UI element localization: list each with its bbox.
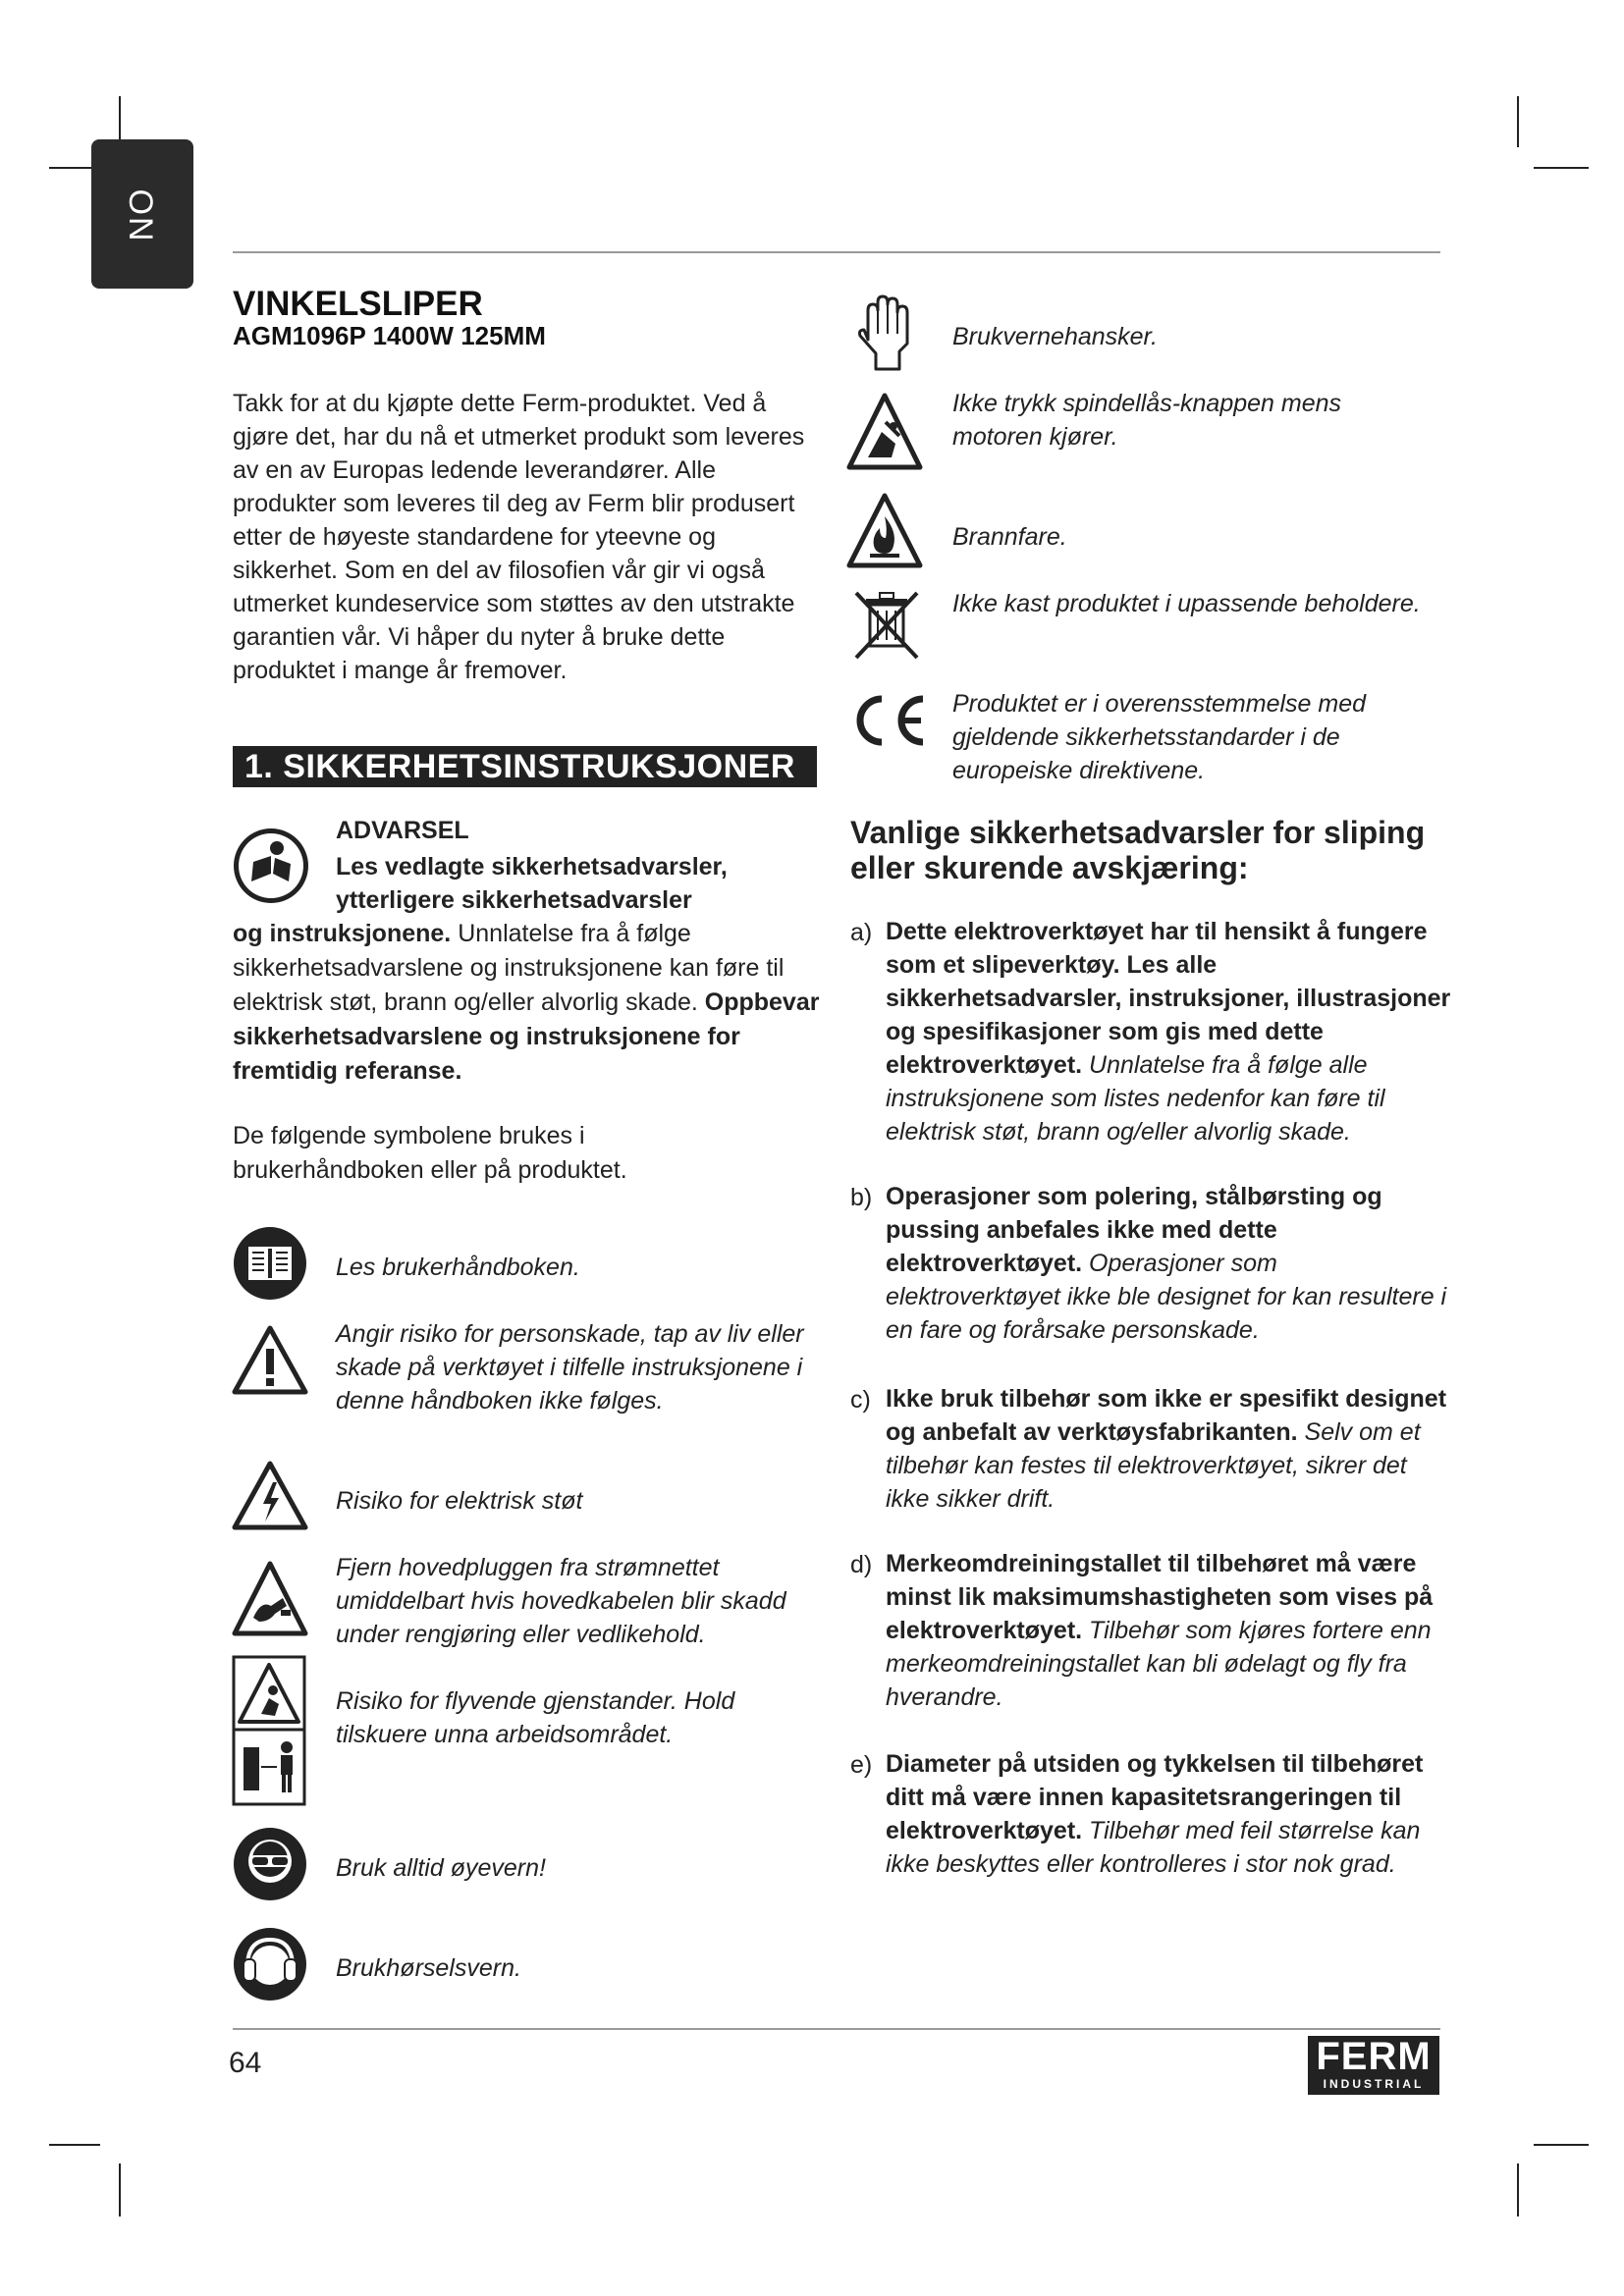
- item-italic: Tilbehør som kjøres fortere enn merkeomdreiningstallet kan bli ødelagt og fly fra hverandre.: [886, 1617, 1432, 1711]
- crop-mark: [1517, 96, 1519, 147]
- item-bold: Diameter på utsiden og tykkelsen til tilbehøret ditt må være innen kapasitetsrangeringen til elektroverktøyet.: [886, 1750, 1424, 1844]
- symbol-text: Les brukerhåndboken.: [336, 1254, 580, 1281]
- warning-bold-text: [336, 850, 728, 917]
- warning-label: ADVARSEL: [336, 817, 469, 844]
- model-subtitle: AGM1096P 1400W 125MM: [233, 321, 546, 350]
- right-heading: Vanlige sikkerhetsadvarsler for sliping eller skurende avskjæring:: [850, 815, 1426, 885]
- bottom-divider: [233, 2028, 1440, 2030]
- item-text: [886, 1747, 1453, 1881]
- language-tab: [91, 139, 193, 289]
- warning-body-text: Unnlatelse fra å følge sikkerhetsadvarslene og instruksjonene kan føre til elektrisk støt, brann og/eller alvorlig skade.: [233, 920, 785, 1016]
- electric-shock-icon: [232, 1461, 308, 1531]
- item-letter: b): [850, 1184, 873, 1211]
- language-tab-label: NO: [123, 187, 161, 241]
- symbol-text: Ikke kast produktet i upassende beholdere.: [952, 590, 1421, 617]
- item-italic: Operasjoner som elektroverktøyet ikke ble designet for kan resultere i en fare og forårsake personskade.: [886, 1250, 1447, 1344]
- item-text: [886, 1382, 1453, 1516]
- fire-hazard-icon: [846, 493, 923, 569]
- item-letter: e): [850, 1751, 873, 1779]
- spindle-lock-warning-icon: [846, 393, 923, 471]
- symbol-text: Produktet er i overensstemmelse med gjeldende sikkerhetsstandarder i de europeiske direktivene.: [952, 690, 1367, 784]
- item-bold: Dette elektroverktøyet har til hensikt å fungere som et slipeverktøy. Les alle sikkerhetsadvarsler, instruksjoner, illustrasjoner og spesifikasjoner som gis med dette elektroverktøyet.: [886, 918, 1451, 1079]
- crop-mark: [49, 2144, 100, 2146]
- flying-objects-icon: [232, 1655, 306, 1806]
- symbol-text: Fjern hovedpluggen fra strømnettet umiddelbart hvis hovedkabelen blir skadd under rengjøring eller vedlikehold.: [336, 1554, 786, 1648]
- symbol-text: Risiko for flyvende gjenstander. Hold tilskuere unna arbeidsområdet.: [336, 1687, 735, 1748]
- item-text: [886, 915, 1455, 1148]
- item-italic: Selv om et tilbehør kan festes til elektroverktøyet, sikrer det ikke sikker drift.: [886, 1418, 1421, 1513]
- intro-paragraph: Takk for at du kjøpte dette Ferm-produktet. Ved å gjøre det, har du nå et utmerket produkt som leveres av en av Europas ledende leverandører. Alle produkter som leveres til deg av Ferm blir produsert etter de høyeste standardene for yteevne og sikkerhet. Som en del av filosofien vår gir vi også utmerket kundeservice som støttes av den utstrakte garantien vår. Vi håper du nyter å bruke dette produktet i mange år fremover.: [233, 390, 805, 684]
- ce-mark-icon: [846, 691, 929, 750]
- warning-bold-line: Les vedlagte sikkerhetsadvarsler,: [336, 853, 728, 881]
- top-divider: [233, 251, 1440, 253]
- warning-body: [233, 917, 822, 1089]
- crop-mark: [1534, 167, 1589, 169]
- warning-bold-line: og instruksjonene.: [233, 920, 452, 947]
- brand-name: FERM: [1316, 2035, 1432, 2078]
- manual-book-icon: [232, 1225, 308, 1302]
- brand-logo: [1308, 2036, 1439, 2095]
- item-bold: Operasjoner som polering, stålbørsting og pussing anbefales ikke med dette elektroverktøyet.: [886, 1183, 1382, 1277]
- gloves-icon: [854, 294, 917, 373]
- warning-bold-line: ytterligere sikkerhetsadvarsler: [336, 886, 692, 914]
- brand-sub: INDUSTRIAL: [1323, 2077, 1425, 2091]
- item-bold: Merkeomdreiningstallet til tilbehøret må være minst lik maksimumshastigheten som vises på elektroverktøyet.: [886, 1550, 1434, 1644]
- warning-triangle-icon: [232, 1325, 308, 1396]
- item-italic: Tilbehør med feil størrelse kan ikke beskyttes eller kontrolleres i stor nok grad.: [886, 1817, 1421, 1878]
- item-text: [886, 1547, 1453, 1714]
- item-bold: Ikke bruk tilbehør som ikke er spesifikt designet og anbefalt av verktøysfabrikanten.: [886, 1385, 1447, 1446]
- crop-mark: [119, 2163, 121, 2216]
- item-text: [886, 1180, 1453, 1347]
- symbol-text: Brukhørselsvern.: [336, 1954, 521, 1982]
- page-title: VINKELSLIPER: [233, 285, 483, 323]
- symbol-text: Angir risiko for personskade, tap av liv eller skade på verktøyet i tilfelle instruksjonene i denne håndboken ikke følges.: [336, 1320, 804, 1415]
- item-letter: c): [850, 1386, 871, 1414]
- item-italic: Unnlatelse fra å følge alle instruksjonene som listes nedenfor kan føre til elektrisk støt, brann og/eller alvorlig skade.: [886, 1051, 1385, 1146]
- section-heading: 1. SIKKERHETSINSTRUKSJONER: [233, 746, 817, 787]
- symbol-text: Bruk alltid øyevern!: [336, 1854, 546, 1882]
- warning-bold-end: Oppbevar sikkerhetsadvarslene og instruksjonene for fremtidig referanse.: [233, 988, 820, 1085]
- symbol-text: Risiko for elektrisk støt: [336, 1487, 583, 1515]
- read-instructions-icon: [232, 827, 310, 905]
- symbol-text: Brannfare.: [952, 523, 1067, 551]
- symbols-intro: De følgende symbolene brukes i brukerhåndboken eller på produktet.: [233, 1122, 627, 1184]
- eye-protection-icon: [232, 1826, 308, 1902]
- page-number: 64: [229, 2047, 262, 2079]
- hearing-protection-icon: [232, 1926, 308, 2002]
- item-letter: a): [850, 919, 873, 946]
- symbol-text: Brukvernehansker.: [952, 323, 1158, 350]
- unplug-icon: [232, 1561, 308, 1637]
- crop-mark: [1534, 2144, 1589, 2146]
- item-letter: d): [850, 1551, 873, 1578]
- crossed-bin-icon: [852, 589, 921, 662]
- symbol-text: Ikke trykk spindellås-knappen mens motoren kjører.: [952, 390, 1342, 451]
- crop-mark: [1517, 2163, 1519, 2216]
